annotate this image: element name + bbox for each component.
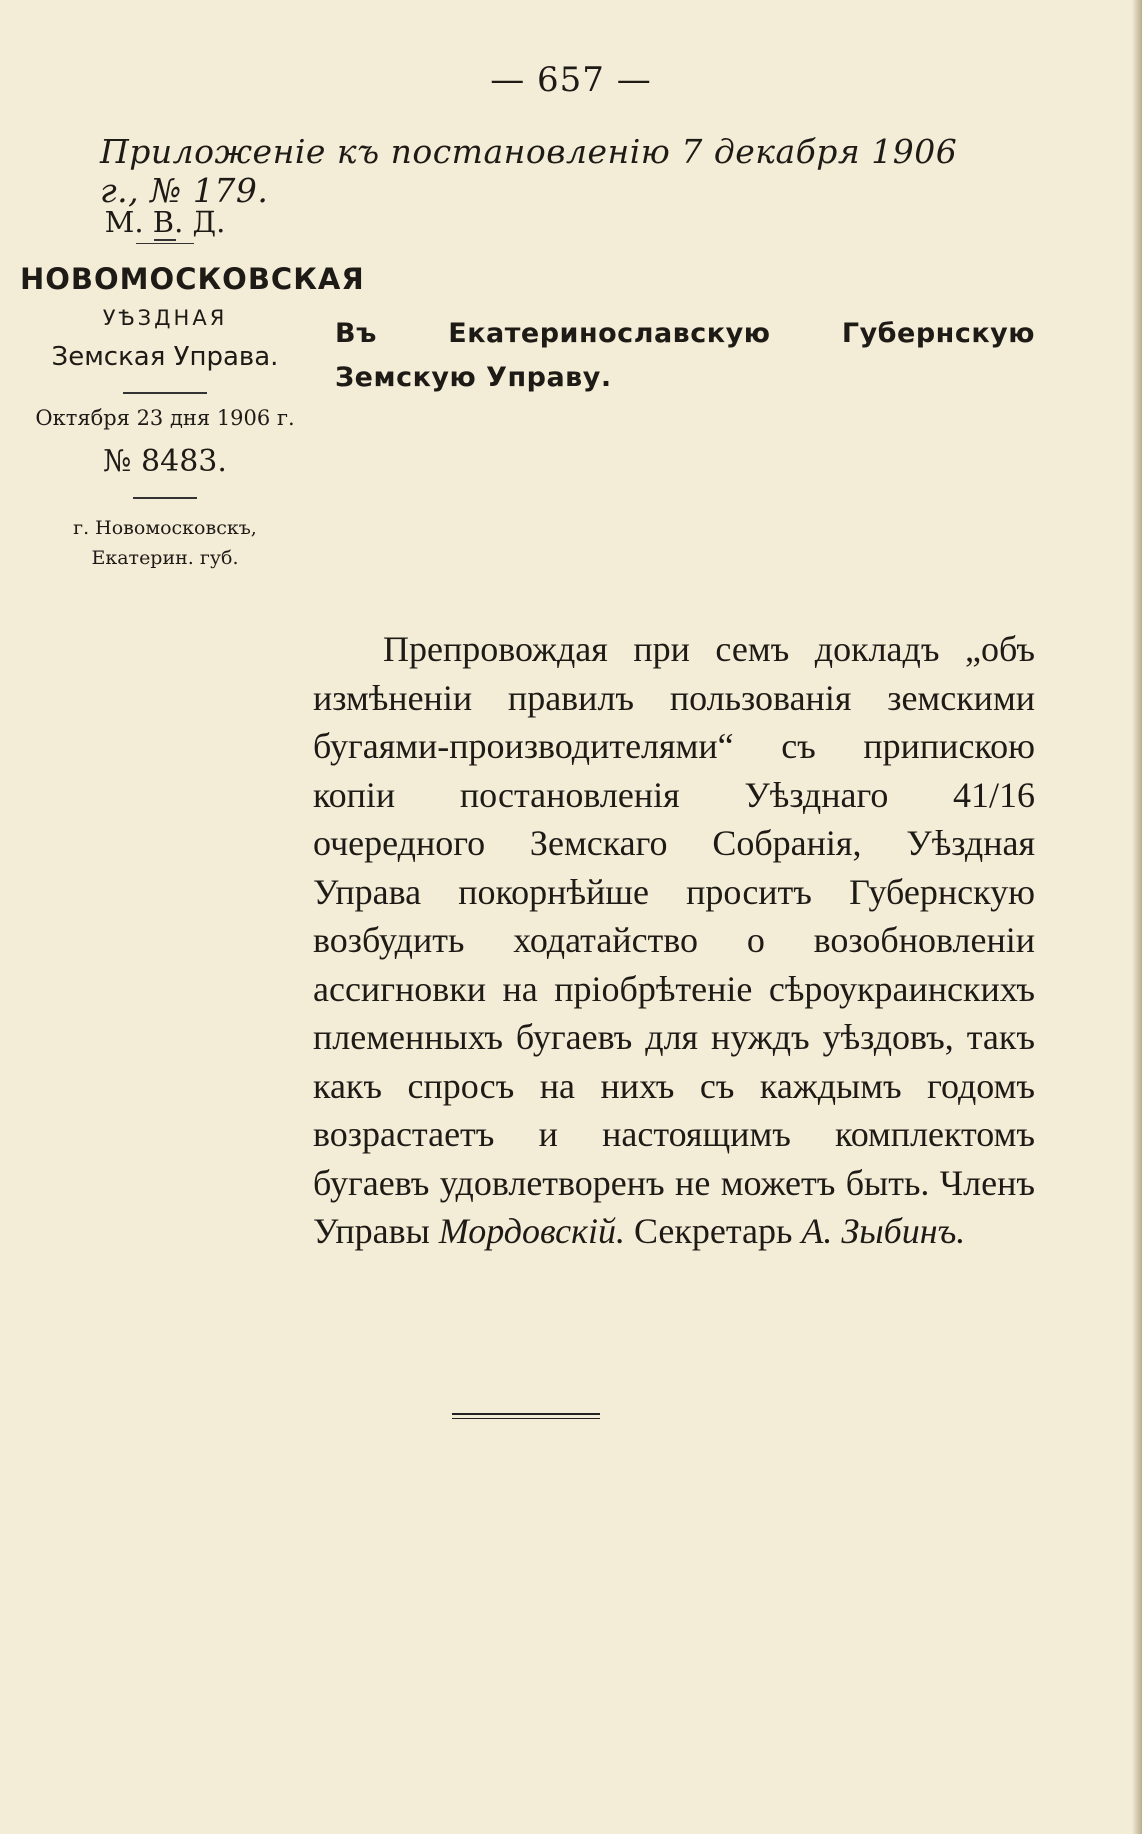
place-line-1: г. Новомосковскъ,	[73, 517, 257, 539]
appendix-title: Приложеніе къ постановленію 7 декабря 1906 г., № 179.	[100, 132, 958, 210]
page-edge-shadow	[1132, 0, 1142, 1834]
org-subtitle: УѢЗДНАЯ	[102, 306, 228, 330]
letter-body	[313, 625, 1035, 1256]
page-number: — 657 —	[490, 60, 652, 100]
secretary-label: Секретарь	[633, 1211, 793, 1251]
body-text: Препровождая при семъ докладъ „объ измѣненіи правилъ пользованія земскими бугаями-производителями“ съ припискою копіи постановленія Уѣзднаго 41/16 очередного Земскаго Собранія, Уѣздная Управа покорнѣйше проситъ Губернскую возбудить ходатайство о возобновленіи ассигновки на пріобрѣтеніе сѣроукраинскихъ племенныхъ бугаевъ для нуждъ уѣздовъ, такъ какъ спросъ на нихъ съ каждымъ годомъ возрастаетъ и настоящимъ комплектомъ бугаевъ удовлетворенъ не можетъ быть. Членъ Управы	[313, 629, 1035, 1251]
signature-secretary: А. Зыбинъ.	[801, 1211, 966, 1251]
letterhead	[20, 205, 365, 573]
letter-date: Октября 23 дня 1906 г.	[35, 406, 295, 430]
org-board: Земская Управа.	[51, 342, 279, 372]
divider	[123, 392, 207, 394]
divider	[133, 497, 197, 499]
ministry-abbrev: М. В. Д.	[104, 205, 226, 239]
org-name: НОВОМОСКОВСКАЯ	[20, 262, 365, 296]
place-line-2: Екатерин. губ.	[91, 547, 239, 569]
recipient-address: Въ Екатеринославскую Губернскую Земскую Управу.	[335, 318, 1035, 393]
letter-number: № 8483.	[103, 444, 227, 479]
divider	[136, 243, 194, 244]
signature-member: Мордовскій.	[438, 1211, 625, 1251]
end-rule	[452, 1413, 600, 1415]
